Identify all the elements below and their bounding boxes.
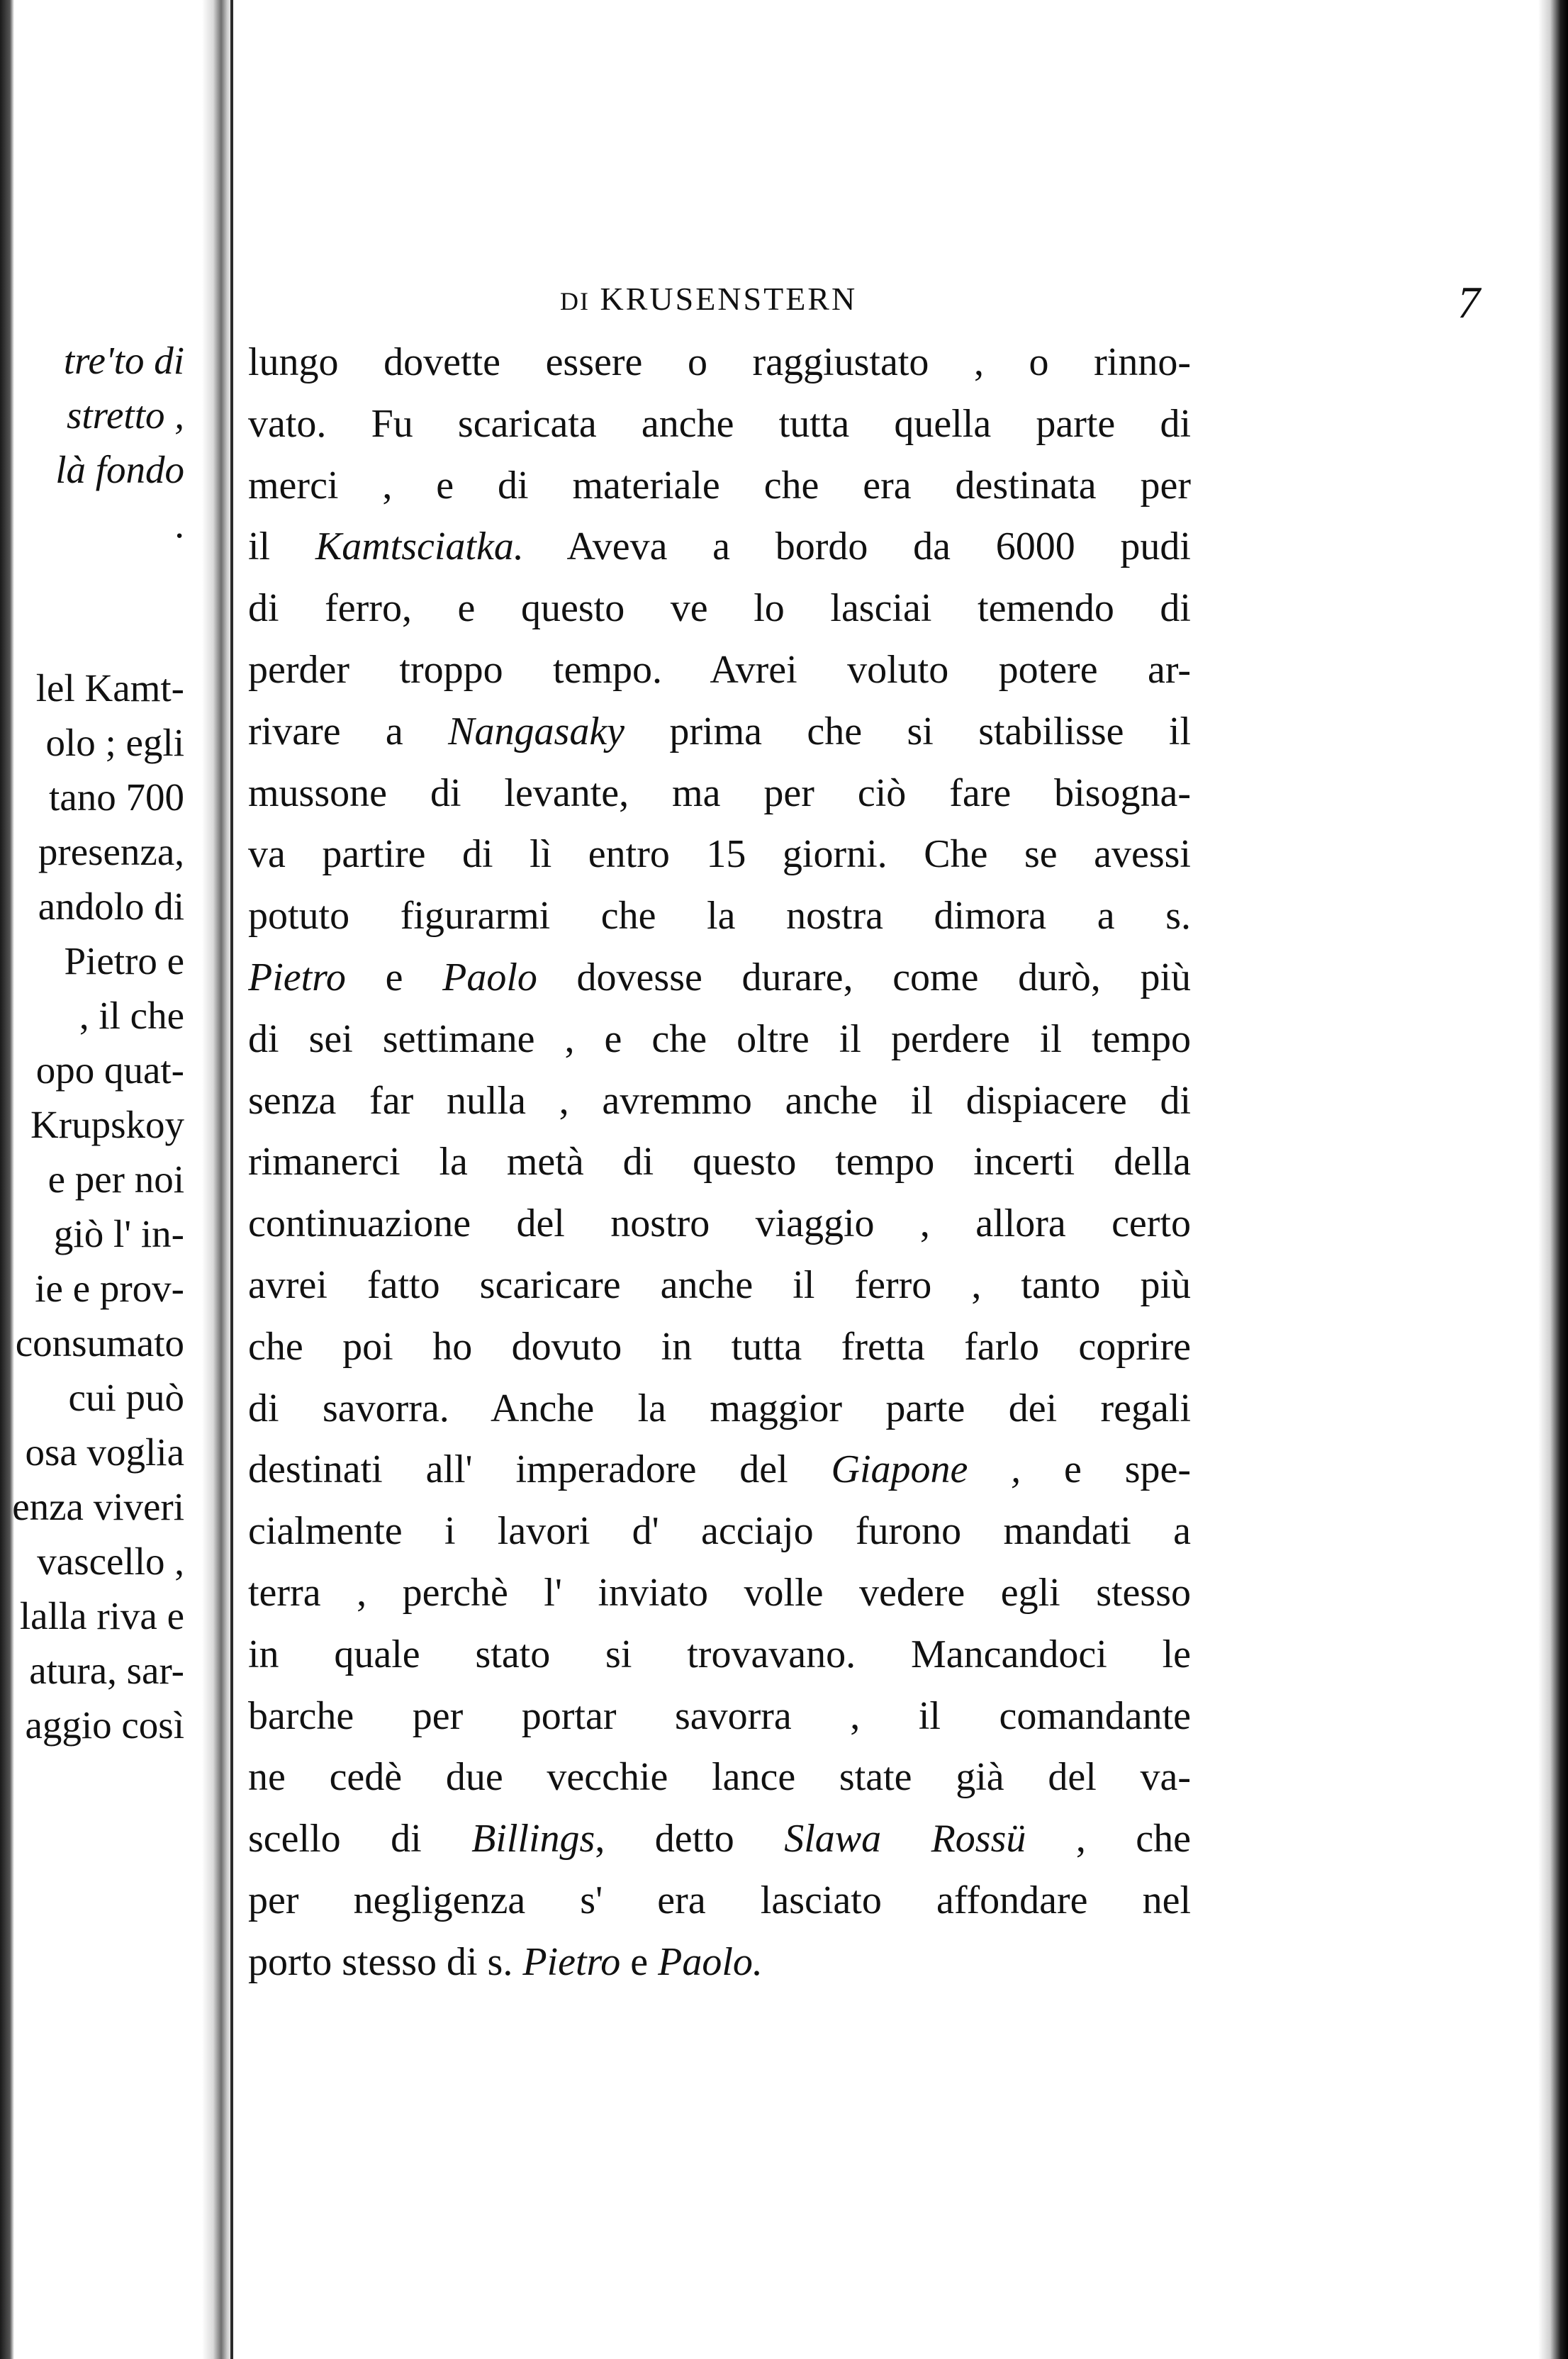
text-line: scello di Billings, detto Slawa Rossü , che	[248, 1817, 1191, 1861]
text-line: il Kamtsciatka. Aveva a bordo da 6000 pudi	[248, 525, 1191, 569]
text-line: potuto figurarmi che la nostra dimora a s.	[248, 894, 1191, 938]
text-line: vato. Fu scaricata anche tutta quella parte di	[248, 401, 1191, 446]
facing-page-line: e per noi	[47, 1158, 184, 1201]
facing-page-gap	[0, 551, 184, 661]
text-line: lungo dovette essere o raggiustato , o rinno-	[248, 340, 1191, 384]
page-number: 7	[1457, 277, 1480, 327]
facing-page-line: consumato	[15, 1321, 184, 1365]
text-line: in quale stato si trovavano. Mancandoci le	[248, 1632, 1191, 1676]
italic-name: Paolo	[442, 955, 537, 999]
facing-page-line: .	[174, 503, 184, 546]
italic-name: Pietro	[248, 955, 346, 999]
text-line: di savorra. Anche la maggior parte dei regali	[248, 1386, 1191, 1430]
text-line: ne cedè due vecchie lance state già del va-	[248, 1755, 1191, 1800]
italic-name: Giapone ,	[831, 1447, 1021, 1492]
page-right-edge	[1538, 0, 1568, 2359]
text-line: cialmente i lavori d' acciajo furono mandati a	[248, 1509, 1191, 1554]
facing-page-line: stretto ,	[66, 393, 184, 437]
facing-page-line: tre'to di	[63, 339, 184, 382]
facing-page-line: là fondo	[55, 448, 184, 491]
facing-page-line: olo ; egli	[45, 721, 184, 764]
text-line: che poi ho dovuto in tutta fretta farlo coprire	[248, 1324, 1191, 1369]
facing-page-line: aggio così	[25, 1703, 184, 1747]
text-line: senza far nulla , avremmo anche il dispiacere di	[248, 1078, 1191, 1123]
text-line: destinati all' imperadore del Giapone , e spe-	[248, 1447, 1191, 1492]
text-line: Pietro e Paolo dovesse durare, come durò, più	[248, 955, 1191, 999]
italic-name: Pietro	[522, 1939, 621, 1984]
text-line: di ferro, e questo ve lo lasciai temendo di	[248, 586, 1191, 631]
facing-page-line: enza viveri	[12, 1485, 184, 1528]
italic-name: Kamtsciatka.	[315, 525, 524, 569]
facing-page-line: atura, sar-	[29, 1649, 184, 1692]
facing-page-line: opo quat-	[35, 1048, 184, 1092]
italic-name: Billings	[471, 1817, 595, 1861]
text-line: perder troppo tempo. Avrei voluto potere ar-	[248, 647, 1191, 692]
italic-name: Slawa Rossü	[784, 1817, 1026, 1861]
italic-name: Nangasaky	[448, 709, 625, 753]
text-line: di sei settimane , e che oltre il perdere il tempo	[248, 1016, 1191, 1061]
text-line: continuazione del nostro viaggio , allora certo	[248, 1201, 1191, 1246]
facing-page-line: vascello ,	[37, 1540, 184, 1583]
facing-page-line: giò l' in-	[53, 1212, 184, 1255]
book-gutter-shadow	[202, 0, 234, 2359]
facing-page-line: presenza,	[38, 830, 184, 873]
facing-page-line: Krupskoy	[30, 1103, 184, 1146]
facing-page-line: andolo di	[38, 885, 184, 928]
facing-page-bottom-lines	[0, 661, 184, 1752]
text-line: rimanerci la metà di questo tempo incerti della	[248, 1140, 1191, 1184]
book-gutter-line	[230, 0, 233, 2359]
text-line: barche per portar savorra , il comandante	[248, 1693, 1191, 1738]
running-title-prefix: DI	[560, 287, 590, 315]
text-line: terra , perchè l' inviato volle vedere egli stesso	[248, 1570, 1191, 1615]
text-line: porto stesso di s. Pietro e Paolo.	[248, 1939, 763, 1984]
text-line: merci , e di materiale che era destinata per	[248, 463, 1191, 508]
facing-page-line: osa voglia	[25, 1430, 184, 1474]
text-line: mussone di levante, ma per ciò fare bisogna-	[248, 771, 1191, 815]
facing-page-top-lines	[0, 333, 184, 551]
facing-page-line: cui può	[68, 1376, 184, 1419]
text-line: per negligenza s' era lasciato affondare nel	[248, 1878, 1191, 1922]
text-line: avrei fatto scaricare anche il ferro , tanto più	[248, 1262, 1191, 1307]
facing-page-line: Pietro e	[64, 939, 184, 982]
body-text	[248, 332, 1191, 1993]
facing-page-line: tano 700	[49, 775, 184, 819]
facing-page-line: lalla riva e	[19, 1594, 184, 1637]
running-title-name: KRUSENSTERN	[600, 281, 858, 317]
facing-page-line: , il che	[79, 994, 184, 1037]
italic-name: Paolo.	[658, 1939, 763, 1984]
running-title	[560, 278, 857, 323]
facing-page-fragment	[0, 333, 184, 1752]
running-head	[248, 278, 1489, 335]
text-line: va partire di lì entro 15 giorni. Che se avessi	[248, 832, 1191, 877]
facing-page-line: ie e prov-	[35, 1267, 184, 1310]
facing-page-line: lel Kamt-	[35, 666, 184, 710]
text-line: rivare a Nangasaky prima che si stabilisse il	[248, 709, 1191, 753]
